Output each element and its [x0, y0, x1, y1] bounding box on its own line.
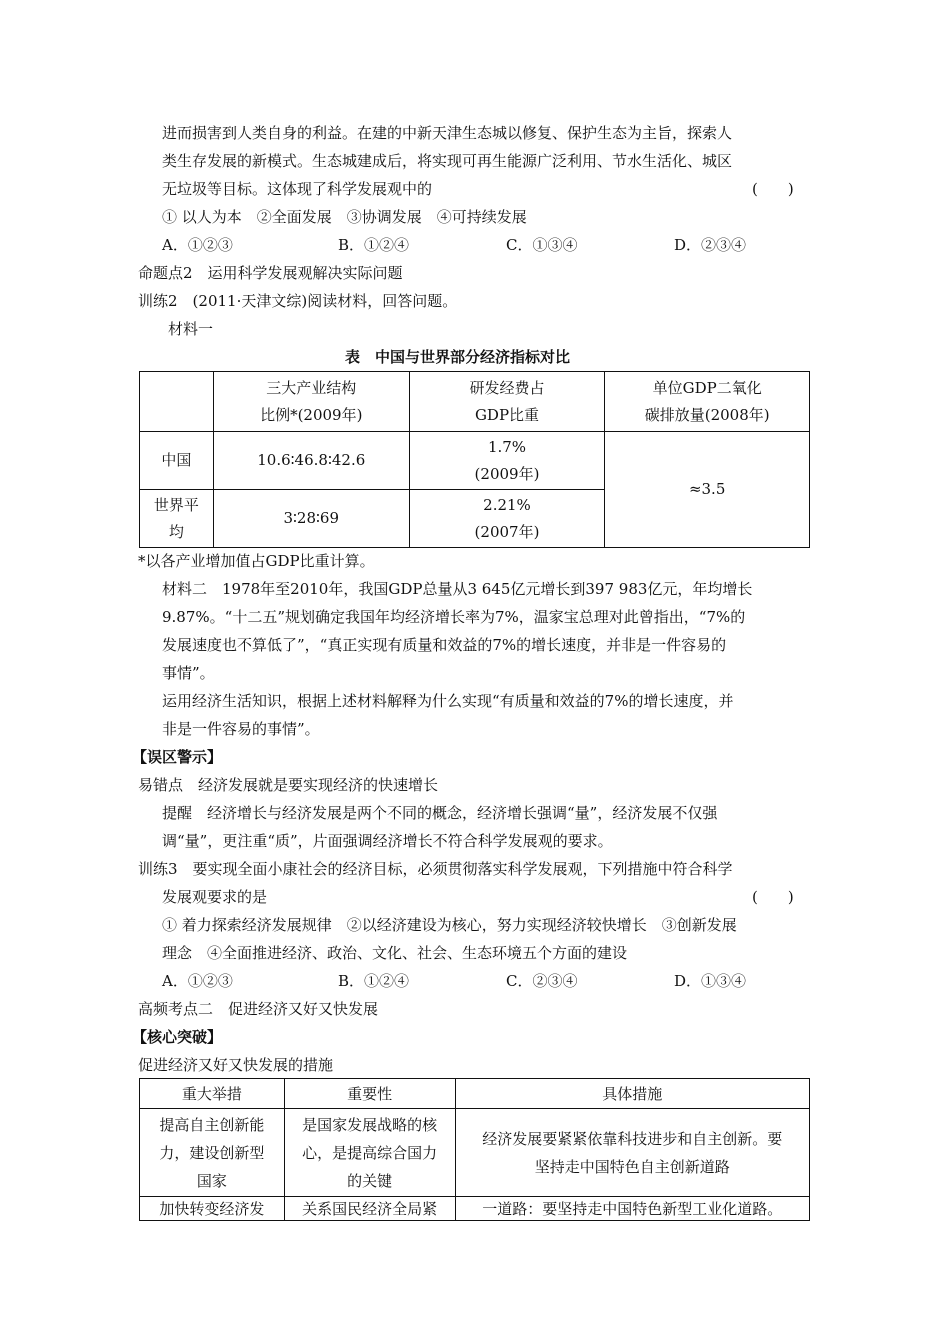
- option-b: B．①②④: [338, 236, 410, 254]
- header-measure: 重大举措: [140, 1079, 285, 1109]
- option-a: A．①②③: [162, 972, 233, 990]
- cell-structure: 10.6∶46.8∶42.6: [213, 432, 409, 490]
- question-line: 非是一件容易的事情”。: [162, 720, 320, 738]
- material-label: 材料一: [168, 320, 214, 338]
- cell-measure: 加快转变经济发: [140, 1197, 285, 1221]
- paragraph-line: 无垃圾等目标。这体现了科学发展观中的: [162, 180, 433, 198]
- cell-rd: 2.21% (2007年): [409, 490, 605, 548]
- section-heading: 命题点2 运用科学发展观解决实际问题: [138, 264, 403, 282]
- option-d: D．①③④: [674, 972, 747, 990]
- header-co2-emission: 单位GDP二氧化 碳排放量(2008年): [605, 372, 810, 432]
- training-title: 训练2 (2011·天津文综)阅读材料，回答问题。: [138, 292, 458, 310]
- paragraph-line: 材料二 1978年至2010年，我国GDP总量从3 645亿元增长到397 983亿元，年均增长: [162, 580, 753, 598]
- cell-measure: 提高自主创新能 力，建设创新型 国家: [140, 1109, 285, 1197]
- cell-rd: 1.7% (2009年): [409, 432, 605, 490]
- warning-heading: 【误区警示】: [132, 748, 223, 766]
- core-heading: 【核心突破】: [132, 1028, 223, 1046]
- reminder-line: 调“量”，更注重“质”，片面强调经济增长不符合科学发展观的要求。: [162, 832, 613, 850]
- paragraph-line: 类生存发展的新模式。生态城建成后，将实现可再生能源广泛利用、节水生活化、城区: [162, 152, 733, 170]
- training-title: 训练3 要实现全面小康社会的经济目标，必须贯彻落实科学发展观，下列措施中符合科学: [138, 860, 733, 878]
- cell-structure: 3∶28∶69: [213, 490, 409, 548]
- paragraph-line: 事情”。: [162, 664, 215, 682]
- header-rd-share: 研发经费占 GDP比重: [409, 372, 605, 432]
- reminder-line: 提醒 经济增长与经济发展是两个不同的概念，经济增长强调“量”，经济发展不仅强: [162, 804, 718, 822]
- cell-importance: 是国家发展战略的核 心，是提高综合国力 的关键: [284, 1109, 455, 1197]
- option-a: A．①②③: [162, 236, 233, 254]
- indicator-table: [139, 371, 810, 548]
- statements-line: ① 着力探索经济发展规律 ②以经济建设为核心，努力实现经济较快增长 ③创新发展: [162, 916, 737, 934]
- option-c: C．①③④: [506, 236, 578, 254]
- paragraph-line: 发展速度也不算低了”，“真正实现有质量和效益的7%的增长速度，并非是一件容易的: [162, 636, 727, 654]
- option-d: D．②③④: [674, 236, 747, 254]
- statements-line: ① 以人为本 ②全面发展 ③协调发展 ④可持续发展: [162, 208, 527, 226]
- error-point: 易错点 经济发展就是要实现经济的快速增长: [138, 776, 439, 794]
- option-b: B．①②④: [338, 972, 410, 990]
- paragraph-line: 9.87%。“十二五”规划确定我国年均经济增长率为7%，温家宝总理对此曾指出，“7%的: [162, 608, 746, 626]
- cell-co2-merged: ≈3.5: [605, 432, 810, 548]
- row-label-china: 中国: [140, 432, 214, 490]
- section-intro: 促进经济又好又快发展的措施: [138, 1056, 334, 1074]
- header-industry-structure: 三大产业结构 比例*(2009年): [213, 372, 409, 432]
- cell-detail: 一道路：要坚持走中国特色新型工业化道路。: [455, 1197, 809, 1221]
- cell-importance: 关系国民经济全局紧: [284, 1197, 455, 1221]
- statements-line: 理念 ④全面推进经济、政治、文化、社会、生态环境五个方面的建设: [162, 944, 628, 962]
- table-footnote: *以各产业增加值占GDP比重计算。: [138, 552, 375, 570]
- cell-detail: 经济发展要紧紧依靠科技进步和自主创新。要 坚持走中国特色自主创新道路: [455, 1109, 809, 1197]
- option-c: C．②③④: [506, 972, 578, 990]
- answer-bracket: ( ): [752, 888, 794, 906]
- measures-table: [139, 1078, 810, 1221]
- header-detail: 具体措施: [455, 1079, 809, 1109]
- answer-bracket: ( ): [752, 180, 794, 198]
- paragraph-line: 进而损害到人类自身的利益。在建的中新天津生态城以修复、保护生态为主旨，探索人: [162, 124, 733, 142]
- row-label-world: 世界平 均: [140, 490, 214, 548]
- table-caption: 表 中国与世界部分经济指标对比: [345, 348, 571, 366]
- section-heading: 高频考点二 促进经济又好又快发展: [138, 1000, 379, 1018]
- training-line: 发展观要求的是: [162, 888, 268, 906]
- question-line: 运用经济生活知识，根据上述材料解释为什么实现“有质量和效益的7%的增长速度，并: [162, 692, 734, 710]
- header-importance: 重要性: [284, 1079, 455, 1109]
- corner-cell: [140, 372, 214, 432]
